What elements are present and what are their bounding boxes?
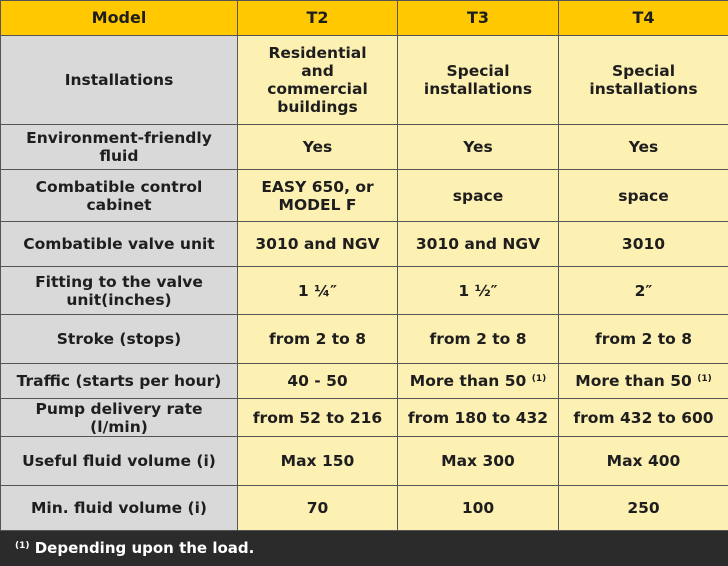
- cell-t3: [398, 364, 559, 399]
- row-label: Min. fluid volume (i): [1, 486, 238, 531]
- cell-t4: from 2 to 8: [559, 315, 728, 364]
- cell-t3: 100: [398, 486, 559, 531]
- row-environment-friendly-fluid: [1, 125, 728, 170]
- cell-t2: EASY 650, or MODEL F: [238, 170, 398, 222]
- cell-t3: 1 ½″: [398, 267, 559, 315]
- header-model: Model: [1, 1, 238, 36]
- cell-t2: Residential and commercial buildings: [238, 36, 398, 125]
- cell-t4: 2″: [559, 267, 728, 315]
- cell-t2: Yes: [238, 125, 398, 170]
- footnote: [0, 531, 728, 566]
- header-row: [1, 1, 728, 36]
- row-traffic: [1, 364, 728, 399]
- footnote-marker: (1): [15, 541, 30, 551]
- cell-t4: Yes: [559, 125, 728, 170]
- cell-t2: from 52 to 216: [238, 399, 398, 437]
- row-installations: [1, 36, 728, 125]
- cell-t3: 3010 and NGV: [398, 222, 559, 267]
- row-label: Environment-friendly fluid: [1, 125, 238, 170]
- cell-t3: Special installations: [398, 36, 559, 125]
- cell-t3-text: More than 50: [410, 372, 527, 390]
- row-label: Fitting to the valve unit(inches): [1, 267, 238, 315]
- cell-t2: from 2 to 8: [238, 315, 398, 364]
- cell-t4-text: More than 50: [575, 372, 692, 390]
- row-control-cabinet: [1, 170, 728, 222]
- cell-t3: Yes: [398, 125, 559, 170]
- cell-t3: from 2 to 8: [398, 315, 559, 364]
- cell-t4: Max 400: [559, 437, 728, 486]
- cell-t2: Max 150: [238, 437, 398, 486]
- row-label: Pump delivery rate (l/min): [1, 399, 238, 437]
- cell-t4: Special installations: [559, 36, 728, 125]
- row-label: Stroke (stops): [1, 315, 238, 364]
- row-label: Useful fluid volume (i): [1, 437, 238, 486]
- header-t2: T2: [238, 1, 398, 36]
- cell-t4: [559, 364, 728, 399]
- footnote-marker: (1): [532, 374, 547, 384]
- row-label: Combatible valve unit: [1, 222, 238, 267]
- cell-t4: 250: [559, 486, 728, 531]
- row-fitting: [1, 267, 728, 315]
- cell-t3: from 180 to 432: [398, 399, 559, 437]
- header-t4: T4: [559, 1, 728, 36]
- row-pump-delivery: [1, 399, 728, 437]
- row-min-fluid-volume: [1, 486, 728, 531]
- row-useful-fluid-volume: [1, 437, 728, 486]
- cell-t2: 3010 and NGV: [238, 222, 398, 267]
- cell-t4: from 432 to 600: [559, 399, 728, 437]
- cell-t2: 1 ¼″: [238, 267, 398, 315]
- footnote-text: Depending upon the load.: [35, 539, 255, 557]
- cell-t3: space: [398, 170, 559, 222]
- header-t3: T3: [398, 1, 559, 36]
- cell-t4: space: [559, 170, 728, 222]
- cell-t3: Max 300: [398, 437, 559, 486]
- row-label: Installations: [1, 36, 238, 125]
- cell-t2: 70: [238, 486, 398, 531]
- cell-t2: 40 - 50: [238, 364, 398, 399]
- cell-t4: 3010: [559, 222, 728, 267]
- row-stroke: [1, 315, 728, 364]
- row-label: Combatible control cabinet: [1, 170, 238, 222]
- footnote-marker: (1): [697, 374, 712, 384]
- row-label: Traffic (starts per hour): [1, 364, 238, 399]
- row-valve-unit: [1, 222, 728, 267]
